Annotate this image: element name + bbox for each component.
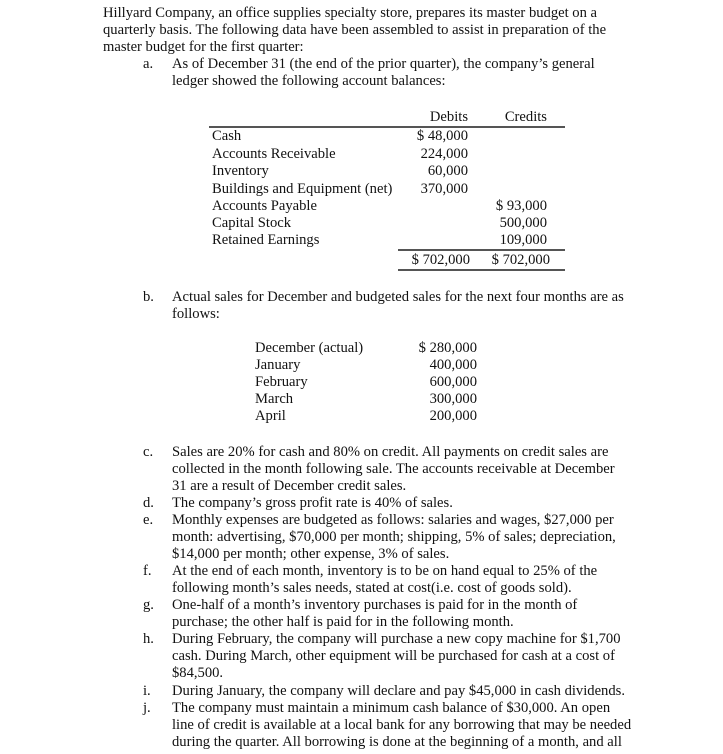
- item-label: d.: [143, 495, 154, 511]
- item-label: f.: [143, 563, 152, 579]
- item-label: b.: [143, 289, 154, 305]
- sales-month: December (actual): [255, 340, 364, 356]
- account-name: Accounts Payable: [212, 198, 317, 214]
- item-text: At the end of each month, inventory is to be on hand equal to 25% of the: [172, 563, 598, 579]
- item-text: During January, the company will declare and pay $45,000 in cash dividends.: [172, 683, 625, 699]
- item-text: $14,000 per month; other expense, 3% of sales.: [172, 546, 450, 562]
- intro-line: Hillyard Company, an office supplies specialty store, prepares its master budget on a: [103, 5, 598, 21]
- item-label: c.: [143, 444, 154, 460]
- sales-amount: 600,000: [429, 374, 477, 390]
- sales-amount: $ 280,000: [418, 340, 477, 356]
- item-text: $84,500.: [172, 665, 224, 681]
- debit-value: $ 48,000: [416, 128, 468, 144]
- totals-rule: [398, 249, 565, 251]
- account-name: Accounts Receivable: [212, 145, 336, 162]
- sales-amount: 400,000: [429, 357, 477, 373]
- debit-value: 60,000: [427, 163, 468, 179]
- item-text: purchase; the other half is paid for in the following month.: [172, 614, 514, 630]
- account-name: Retained Earnings: [212, 232, 320, 248]
- intro-line: master budget for the first quarter:: [103, 39, 304, 55]
- account-name: Cash: [212, 128, 242, 144]
- item-text: The company’s gross profit rate is 40% of sales.: [172, 495, 453, 511]
- item-text: One-half of a month’s inventory purchases is paid for in the month of: [172, 597, 578, 613]
- item-text: follows:: [172, 306, 220, 322]
- account-name: Buildings and Equipment (net): [212, 180, 393, 197]
- item-text: month: advertising, $70,000 per month; shipping, 5% of sales; depreciation,: [172, 529, 616, 545]
- sales-month: April: [255, 408, 286, 424]
- item-text: cash. During March, other equipment will be purchased for cash at a cost of: [172, 648, 615, 664]
- item-label: a.: [143, 56, 154, 72]
- sales-month: March: [255, 391, 294, 407]
- item-text: As of December 31 (the end of the prior quarter), the company’s general: [172, 56, 595, 72]
- debits-header: Debits: [429, 109, 468, 125]
- account-name: Inventory: [212, 163, 269, 179]
- credit-value: 109,000: [499, 232, 547, 248]
- item-text: 31 are a result of December credit sales.: [172, 478, 407, 494]
- item-text: Actual sales for December and budgeted sales for the next four months are as: [172, 289, 624, 305]
- item-text: During February, the company will purchase a new copy machine for $1,700: [172, 631, 621, 647]
- item-text: line of credit is available at a local bank for any borrowing that may be needed: [172, 717, 632, 733]
- item-label: h.: [143, 631, 154, 647]
- sales-amount: 200,000: [429, 408, 477, 424]
- item-label: j.: [143, 700, 151, 716]
- item-text: ledger showed the following account balances:: [172, 73, 446, 89]
- item-label: i.: [143, 683, 151, 699]
- double-rule: [398, 269, 565, 271]
- debit-total: $ 702,000: [411, 252, 470, 268]
- item-text: Sales are 20% for cash and 80% on credit. All payments on credit sales are: [172, 444, 609, 460]
- item-text: following month’s sales needs, stated at cost(i.e. cost of goods sold).: [172, 580, 572, 596]
- credits-header: Credits: [504, 109, 547, 125]
- credit-value: $ 93,000: [495, 198, 547, 214]
- item-text: during the quarter. All borrowing is done at the beginning of a month, and all: [172, 734, 622, 750]
- debit-value: 370,000: [420, 180, 468, 197]
- item-text: collected in the month following sale. The accounts receivable at December: [172, 461, 615, 477]
- intro-line: quarterly basis. The following data have been assembled to assist in preparation of the: [103, 22, 607, 38]
- account-name: Capital Stock: [212, 215, 292, 231]
- item-text: Monthly expenses are budgeted as follows: salaries and wages, $27,000 per: [172, 512, 614, 528]
- sales-month: January: [255, 357, 301, 373]
- credit-total: $ 702,000: [491, 252, 550, 268]
- sales-amount: 300,000: [429, 391, 477, 407]
- sales-month: February: [255, 374, 308, 390]
- item-label: g.: [143, 597, 154, 613]
- item-label: e.: [143, 512, 154, 528]
- credit-value: 500,000: [499, 215, 547, 231]
- item-text: The company must maintain a minimum cash balance of $30,000. An open: [172, 700, 611, 716]
- debit-value: 224,000: [420, 145, 468, 162]
